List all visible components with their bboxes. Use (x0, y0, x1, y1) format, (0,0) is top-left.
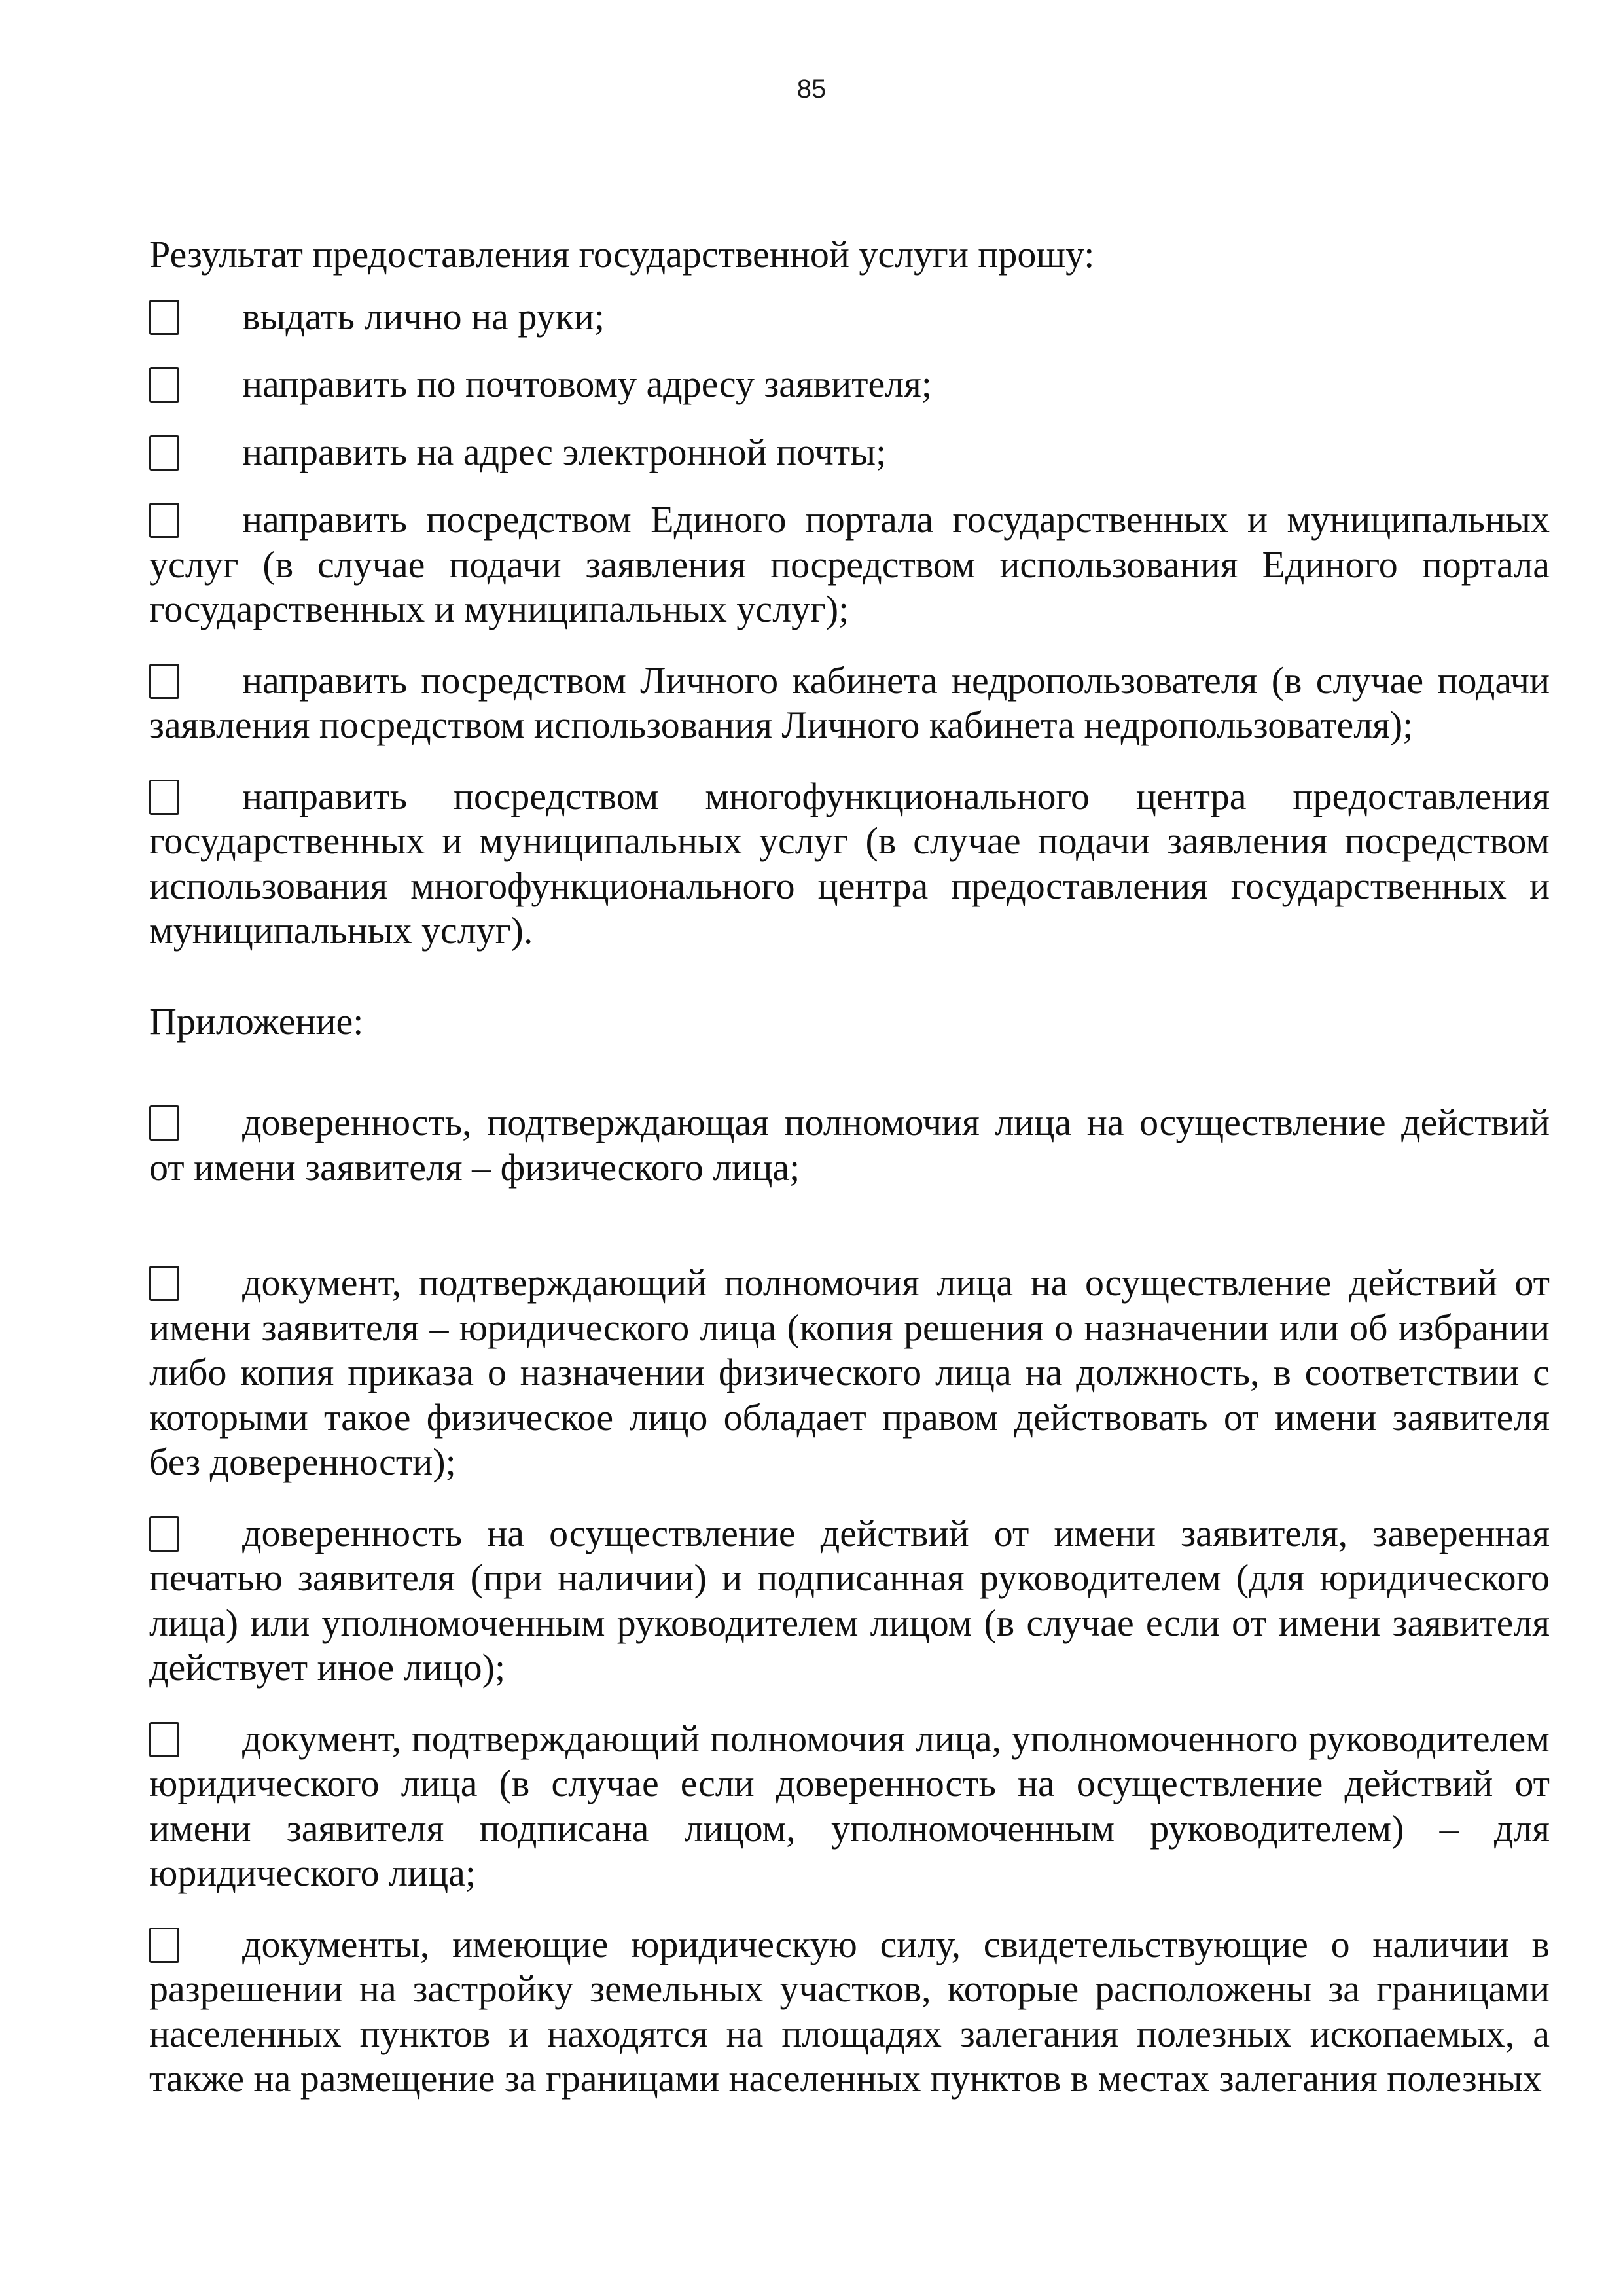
attachment-option-power-of-attorney-individual (149, 1100, 1550, 1190)
attachment-option-authorized-person-document (149, 1717, 1550, 1896)
attachment-heading: Приложение: (149, 999, 364, 1043)
checkbox[interactable] (149, 1105, 179, 1141)
result-option-personal-account (149, 658, 1550, 748)
option-label: направить по почтовому адресу заявителя; (242, 363, 932, 405)
option-label: выдать лично на руки; (242, 295, 605, 338)
checkbox[interactable] (149, 300, 179, 335)
result-heading: Результат предоставления государственной услуги прошу: (149, 233, 1095, 276)
result-option-mfc (149, 774, 1550, 954)
checkbox[interactable] (149, 664, 179, 699)
option-label: документ, подтверждающий полномочия лица, уполномоченного руководителем юридического лица (в случае если доверенность на осуществление действий от имени заявителя подписана лицом, уполномоченным руководителем) – для юридического лица; (149, 1717, 1550, 1894)
checkbox[interactable] (149, 1928, 179, 1963)
option-label: направить посредством многофункционального центра предоставления государственных и муниципальных услуг (в случае подачи заявления посредством использования многофункционального центра предоставления государственных и муниципальных услуг). (149, 774, 1550, 952)
option-label: направить посредством Личного кабинета недропользователя (в случае подачи заявления посредством использования Личного кабинета недропользователя); (149, 658, 1550, 746)
page-number: 85 (796, 75, 827, 103)
checkbox[interactable] (149, 367, 179, 403)
attachment-option-legal-entity-authority (149, 1261, 1550, 1485)
option-label: документ, подтверждающий полномочия лица на осуществление действий от имени заявителя – юридического лица (копия решения о назначении или об избрании либо копия приказа о назначении физического лица на должность, в соответствии с которыми такое физическое лицо обладает правом действовать от имени заявителя без доверенности); (149, 1261, 1550, 1483)
attachment-option-certified-power-of-attorney (149, 1511, 1550, 1691)
form-content (149, 232, 1550, 2102)
checkbox[interactable] (149, 1266, 179, 1301)
attachment-option-land-permit-documents (149, 1922, 1550, 2102)
checkbox[interactable] (149, 435, 179, 471)
checkbox[interactable] (149, 1516, 179, 1552)
result-option-unified-portal (149, 497, 1550, 632)
result-option-in-person (149, 295, 1550, 340)
option-label: доверенность на осуществление действий от имени заявителя, заверенная печатью заявителя (при наличии) и подписанная руководителем (для юридического лица) или уполномоченным руководителем лицом (в случае если от имени заявителя действует иное лицо); (149, 1511, 1550, 1689)
option-label: направить посредством Единого портала государственных и муниципальных услуг (в случае подачи заявления посредством использования Единого портала государственных и муниципальных услуг); (149, 498, 1550, 630)
option-label: доверенность, подтверждающая полномочия лица на осуществление действий от имени заявителя – физического лица; (149, 1101, 1550, 1189)
checkbox[interactable] (149, 503, 179, 538)
result-option-postal-address (149, 362, 1550, 407)
checkbox[interactable] (149, 780, 179, 815)
checkbox[interactable] (149, 1722, 179, 1757)
result-option-email (149, 430, 1550, 475)
option-label: направить на адрес электронной почты; (242, 430, 887, 473)
option-label: документы, имеющие юридическую силу, свидетельствующие о наличии в разрешении на застройку земельных участков, которые расположены за границами населенных пунктов и находятся на площадях залегания полезных ископаемых, а также на размещение за границами населенных пунктов в местах залегания полезных (149, 1922, 1550, 2100)
